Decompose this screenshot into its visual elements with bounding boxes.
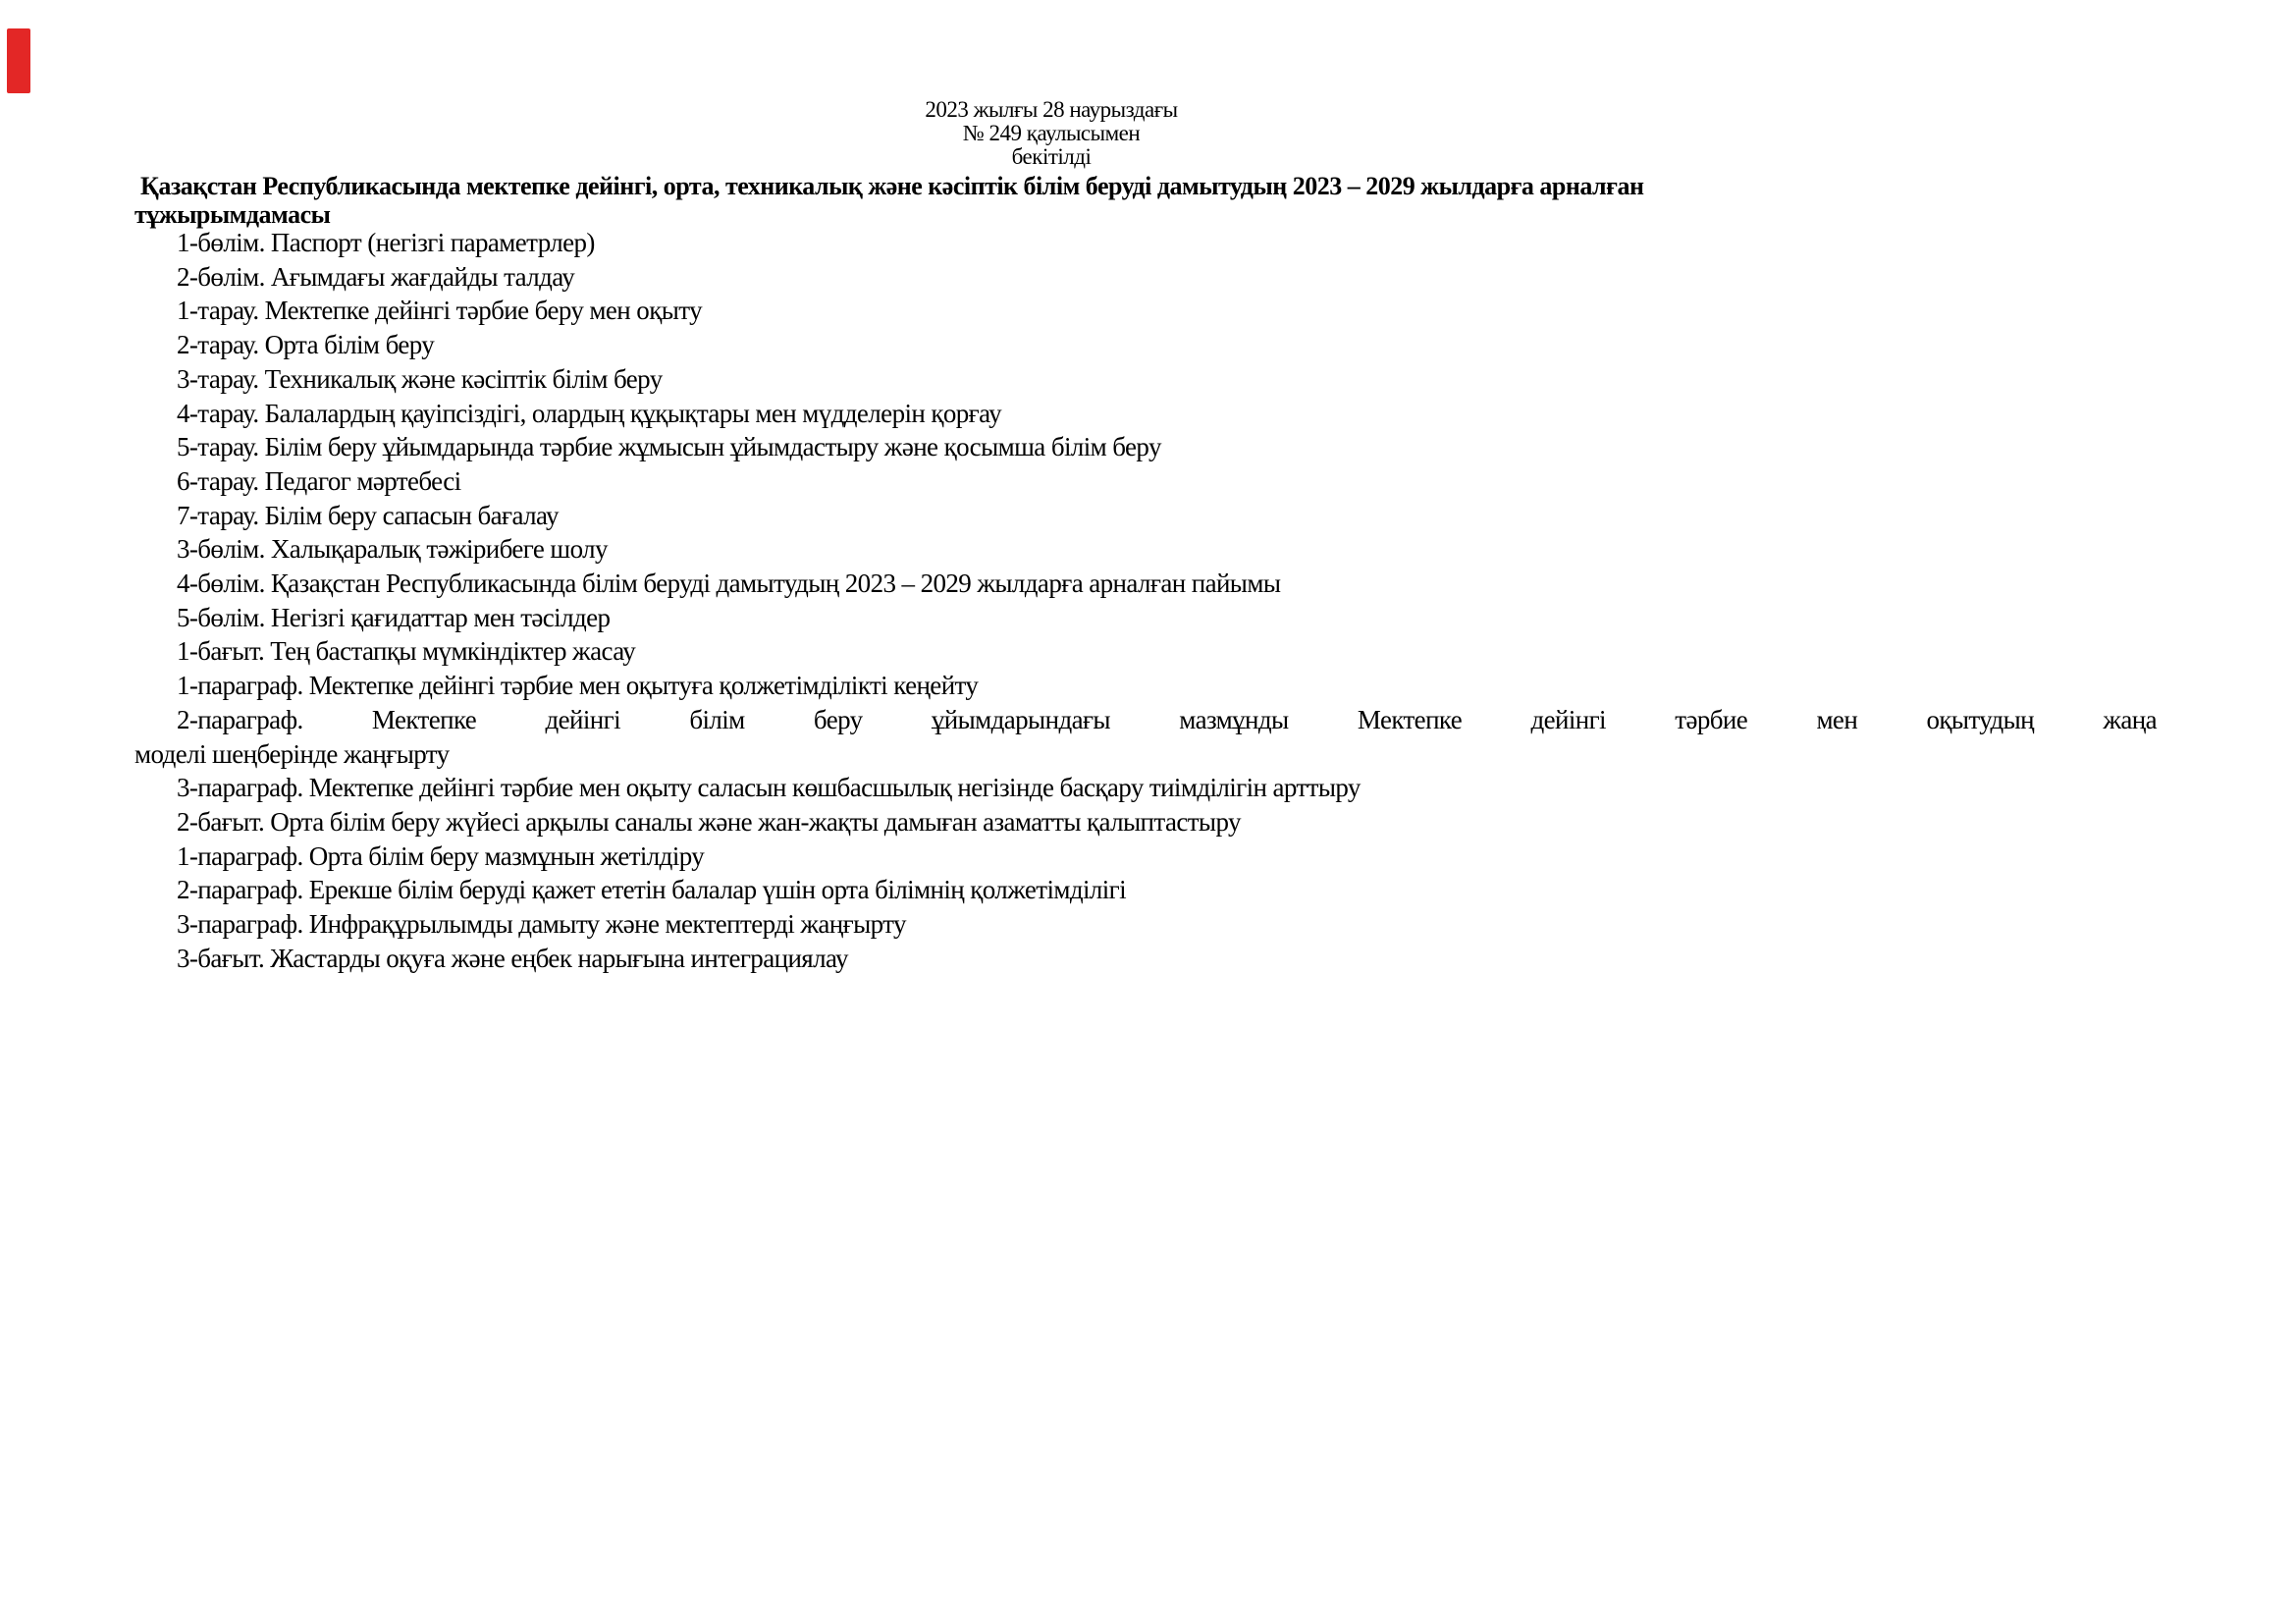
toc-item: 7-тарау. Білім беру сапасын бағалау	[177, 500, 559, 530]
toc-item: 1-параграф. Мектепке дейінгі тәрбие мен оқытуға қолжетімділікті кеңейту	[177, 671, 979, 701]
toc-item: 2-бөлім. Ағымдағы жағдайды талдау	[177, 261, 575, 292]
toc-item: 1-бағыт. Тең бастапқы мүмкіндіктер жасау	[177, 636, 636, 667]
toc-item: 1-тарау. Мектепке дейінгі тәрбие беру мен оқыту	[177, 296, 703, 326]
toc-item: 3-тарау. Техникалық және кәсіптік білім беру	[177, 363, 663, 394]
toc-item: 2-параграф. Мектепке дейінгі білім беру ұйымдарындағы мазмұнды Мектепке дейінгі тәрбие мен оқытудың жаңа	[177, 704, 2157, 734]
toc-item: 3-бағыт. Жастарды оқуға және еңбек нарығына интеграциялау	[177, 943, 848, 973]
document-title-line-1: Қазақстан Республикасында мектепке дейінгі, орта, техникалық және кәсіптік білім беруді дамытудың 2023 – 2029 жылдарға арналған	[140, 172, 1644, 200]
approval-number-line: № 249 қаулысымен	[962, 121, 1141, 145]
table-of-contents	[134, 226, 2157, 975]
document-title-line-2: тұжырымдамасы	[134, 200, 331, 229]
toc-item: 6-тарау. Педагог мәртебесі	[177, 465, 461, 496]
toc-item-continuation: моделі шеңберінде жаңғырту	[134, 738, 450, 769]
toc-item: 3-параграф. Инфрақұрылымды дамыту және мектептерді жаңғырту	[177, 909, 906, 940]
toc-item: 4-бөлім. Қазақстан Республикасында білім беруді дамытудың 2023 – 2029 жылдарға арналған пайымы	[177, 568, 1281, 599]
approval-block	[806, 98, 1297, 169]
toc-item: 2-параграф. Ерекше білім беруді қажет ететін балалар үшін орта білімнің қолжетімділігі	[177, 875, 1127, 905]
red-marker	[7, 28, 30, 93]
document-title	[134, 172, 2157, 229]
toc-item: 1-параграф. Орта білім беру мазмұнын жетілдіру	[177, 840, 705, 871]
toc-item: 3-параграф. Мектепке дейінгі тәрбие мен оқыту саласын көшбасшылық негізінде басқару тиімділігін арттыру	[177, 773, 1361, 803]
toc-item: 4-тарау. Балалардың қауіпсіздігі, олардың құқықтары мен мүдделерін қорғау	[177, 398, 1002, 428]
toc-item: 3-бөлім. Халықаралық тәжірибеге шолу	[177, 534, 608, 565]
approval-status-line: бекітілді	[1011, 144, 1092, 169]
toc-item: 1-бөлім. Паспорт (негізгі параметрлер)	[177, 228, 595, 257]
approval-date-line: 2023 жылғы 28 наурыздағы	[925, 97, 1178, 122]
toc-item: 5-тарау. Білім беру ұйымдарында тәрбие жұмысын ұйымдастыру және қосымша білім беру	[177, 432, 1161, 462]
toc-item: 5-бөлім. Негізгі қағидаттар мен тәсілдер	[177, 602, 611, 632]
toc-item: 2-бағыт. Орта білім беру жүйесі арқылы саналы және жан-жақты дамыған азаматты қалыптастыру	[177, 806, 1241, 837]
toc-item: 2-тарау. Орта білім беру	[177, 330, 435, 360]
